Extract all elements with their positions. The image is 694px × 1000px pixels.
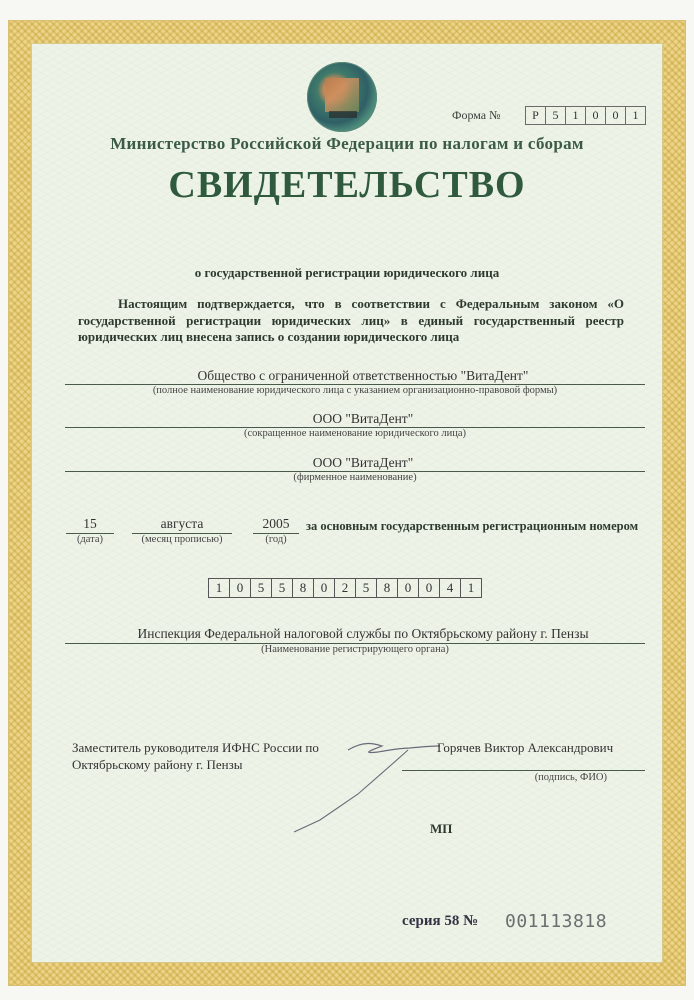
signature-line <box>402 770 645 771</box>
ministry-heading: Министерство Российской Федерации по налогам и сборам <box>110 134 584 153</box>
form-number-label: Форма № <box>452 108 501 122</box>
ogrn-digit: 5 <box>356 579 377 597</box>
date-year: 2005 <box>262 516 290 531</box>
date-month: августа <box>160 516 204 531</box>
signer-name: Горячев Виктор Александрович <box>437 740 614 755</box>
full-name-value: Общество с ограниченной ответственностью "ВитаДент" <box>197 368 529 383</box>
signature-caption: (подпись, ФИО) <box>534 772 607 783</box>
signer-position-line1: Заместитель руководителя ИФНС России по <box>72 740 319 755</box>
short-name-value: ООО "ВитаДент" <box>312 411 414 426</box>
brand-name-value: ООО "ВитаДент" <box>312 455 414 470</box>
document-subtitle: о государственной регистрации юридического лица <box>194 265 500 280</box>
ogrn-digit: 2 <box>335 579 356 597</box>
serial-number: 001113818 <box>505 911 608 932</box>
date-day-caption: (дата) <box>76 534 104 545</box>
handwritten-signature-icon <box>280 730 453 840</box>
stamp-place-mark: МП <box>430 821 453 836</box>
form-char: 1 <box>632 108 639 122</box>
ogrn-digit: 5 <box>272 579 293 597</box>
authority-caption: (Наименование регистрирующего органа) <box>261 644 449 655</box>
emblem-icon <box>325 78 359 112</box>
signer-position-line2: Октябрьскому району г. Пензы <box>72 756 243 772</box>
form-char: 0 <box>586 107 606 124</box>
series-label: серия 58 № <box>402 913 479 929</box>
ogrn-digit: 0 <box>398 579 419 597</box>
document-title: СВИДЕТЕЛЬСТВО <box>168 164 526 206</box>
form-char: Р <box>526 107 546 124</box>
ogrn-digit: 4 <box>440 579 461 597</box>
form-number-boxes <box>525 106 646 125</box>
date-month-caption: (месяц прописью) <box>141 534 223 545</box>
date-day: 15 <box>83 516 97 531</box>
brand-name-caption: (фирменное наименование) <box>293 472 417 483</box>
statement-text: Настоящим подтверждается, что в соответствии с Федеральным законом «О государственной регистрации юридических лиц» в единый государственный реестр юридических лиц внесена запись о создании юридического лица <box>78 296 624 344</box>
full-name-caption: (полное наименование юридического лица с указанием организационно-правовой формы) <box>152 385 558 396</box>
ogrn-digit: 0 <box>230 579 251 597</box>
registration-number-text: за основным государственным регистрационным номером <box>306 519 639 533</box>
hologram-seal-icon <box>307 62 377 132</box>
ogrn-digit: 1 <box>209 579 230 597</box>
form-char: 1 <box>566 107 586 124</box>
ogrn-digit: 0 <box>314 579 335 597</box>
ogrn-boxes <box>208 578 482 598</box>
hologram-code <box>329 111 357 118</box>
ogrn-digit: 0 <box>419 579 440 597</box>
ogrn-digit: 8 <box>377 579 398 597</box>
ogrn-digit: 1 <box>467 580 475 595</box>
statement-paragraph <box>78 296 624 346</box>
short-name-caption: (сокращенное наименование юридического лица) <box>243 428 467 439</box>
form-char: 5 <box>546 107 566 124</box>
authority-value: Инспекция Федеральной налоговой службы по Октябрьскому району г. Пензы <box>137 626 589 641</box>
form-char: 0 <box>606 107 626 124</box>
ogrn-digit: 5 <box>251 579 272 597</box>
date-year-caption: (год) <box>265 534 287 545</box>
ogrn-digit: 8 <box>293 579 314 597</box>
